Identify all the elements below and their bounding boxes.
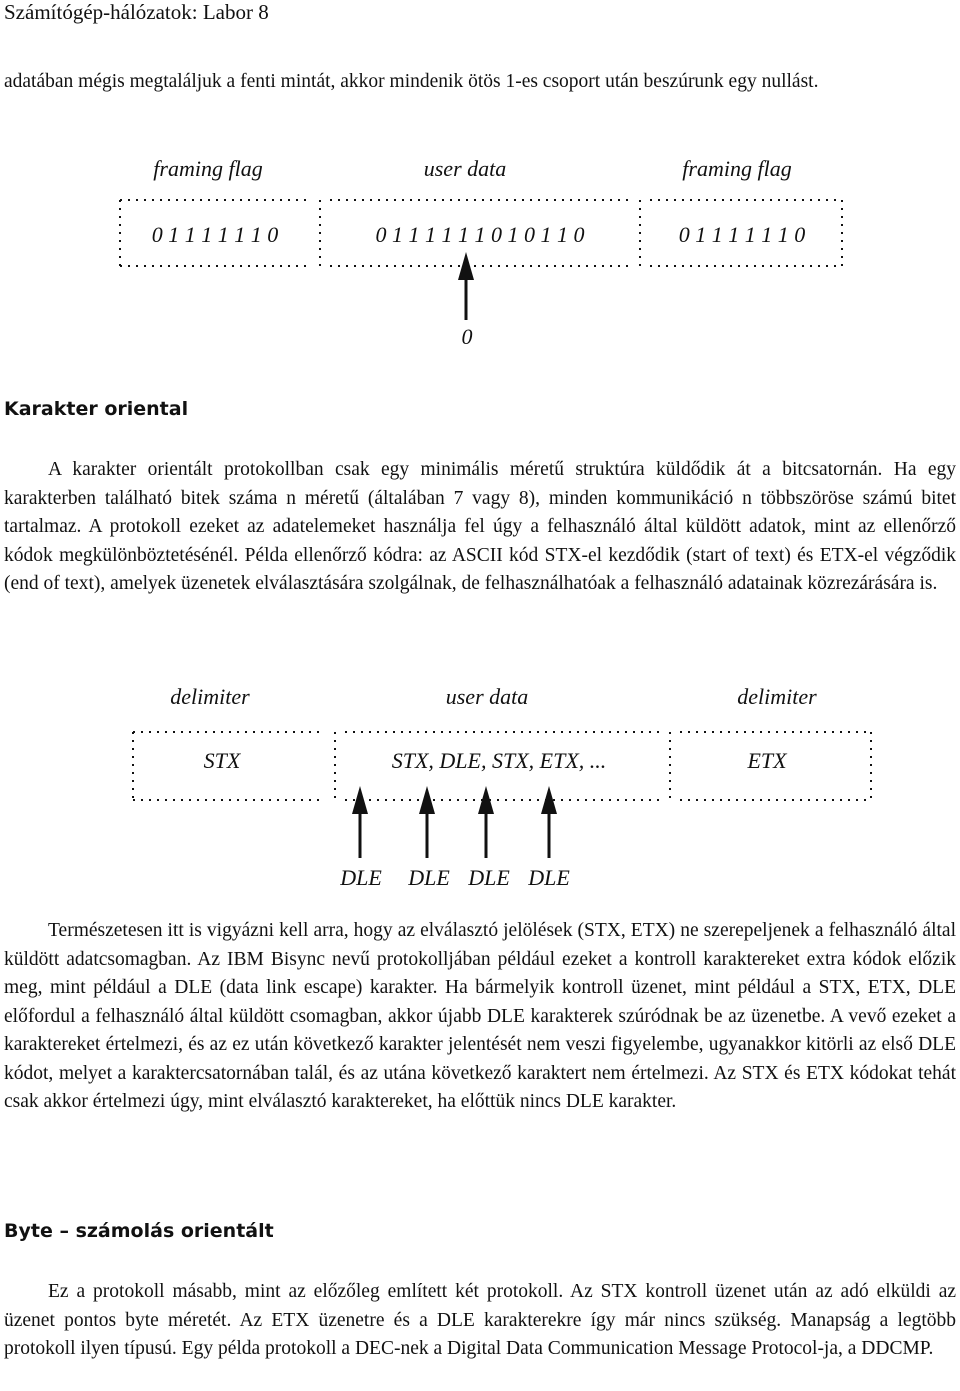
label-framing-flag-left: framing flag: [153, 156, 263, 181]
byte-paragraph: Ez a protokoll másabb, mint az előzőleg említett két protokoll. Az STX kontroll üzenet után az adó elküldi az üzenet pontos byte méretét. Az ETX üzenetre és a DLE karakterekre így már nincs szükség. Manapság a legtöbb protokoll ilyen típusú. Egy példa protokoll a DEC-nek a Digital Data Communication Message Protocol-ja, a DDCMP.: [4, 1281, 956, 1359]
dle-label-2: DLE: [408, 865, 450, 890]
intro-paragraph: adatában mégis megtaláljuk a fenti mintát, akkor mindenik ötös 1-es csoport után beszúrunk egy nullást.: [4, 71, 819, 92]
dle-arrows: [352, 786, 557, 858]
label-user-data: user data: [423, 156, 507, 181]
bit-stuffing-diagram: [110, 148, 850, 358]
heading-byte-orientalt: Byte – számolás orientált: [4, 1220, 274, 1242]
dle-label-3: DLE: [468, 865, 510, 890]
heading-karakter-oriental: Karakter oriental: [4, 398, 189, 420]
field-user-data: 0 1 1 1 1 1 1 0 1 0 1 1 0: [375, 222, 585, 247]
page-header: Számítógép-hálózatok: Labor 8: [4, 0, 269, 24]
inserted-bit-arrow: [458, 252, 474, 320]
field-flag-left: 0 1 1 1 1 1 1 0: [151, 222, 279, 247]
label-framing-flag-right: framing flag: [682, 156, 792, 181]
label-delimiter-left: delimiter: [170, 684, 250, 709]
stuffing-paragraph: Természetesen itt is vigyázni kell arra, hogy az elválasztó jelölések (STX, ETX) ne szerepeljenek a felhasználó által küldött adatcsomagban. Az IBM Bisync nevű protokolljában például ezeket a kontroll karaktereket extra kódok előzik meg, mint például a DLE (data link escape) karakter. Ha bármelyik kontroll üzenet, mint például a STX, ETX, DLE előfordul a felhasználó által küldött csomagban, akkor újabb DLE karakterek szúródnak be az üzenetbe. A vevő ezeket a karaktereket értelmezi, és az ez után következő karakter jelentését nem veszi figyelembe, ugyanakkor kitörli az első DLE kódot, melyet a karaktercsatornában talál, és az utána következő karaktert nem értelmezi. Az STX és ETX kódokat tehát csak akkor értelmezi úgy, mint elválasztó karaktereket, ha előttük nincs DLE karakter.: [4, 920, 956, 1112]
karakter-paragraph: A karakter orientált protokollban csak egy minimális méretű struktúra küldődik át a bitcsatornán. Ha egy karakterben található bitek száma n méretű (általában 7 vagy 8), minden kommunikáció n többszöröse számú bitet tartalmaz. A protokoll ezeket az adatelemeket használja fel úgy a felhasználó által küldött adatok, mint az ellenőrző kódok megkülönböztetésénél. Példa ellenőrző kódra: az ASCII kód STX-el kezdődik (start of text) és ETX-el végződik (end of text), amelyek üzenetek elválasztására szolgálnak, de felhasználhatóak a felhasználó adatainak közrezárására is.: [4, 459, 956, 594]
dle-label-4: DLE: [528, 865, 570, 890]
field-stx: STX: [203, 748, 241, 773]
label-delimiter-right: delimiter: [737, 684, 817, 709]
field-user-data: STX, DLE, STX, ETX, ...: [391, 748, 607, 773]
field-flag-right: 0 1 1 1 1 1 1 0: [678, 222, 806, 247]
character-stuffing-diagram: [125, 680, 875, 895]
field-etx: ETX: [747, 748, 787, 773]
inserted-bit-label: 0: [461, 324, 473, 349]
dle-label-1: DLE: [340, 865, 382, 890]
label-user-data: user data: [445, 684, 529, 709]
